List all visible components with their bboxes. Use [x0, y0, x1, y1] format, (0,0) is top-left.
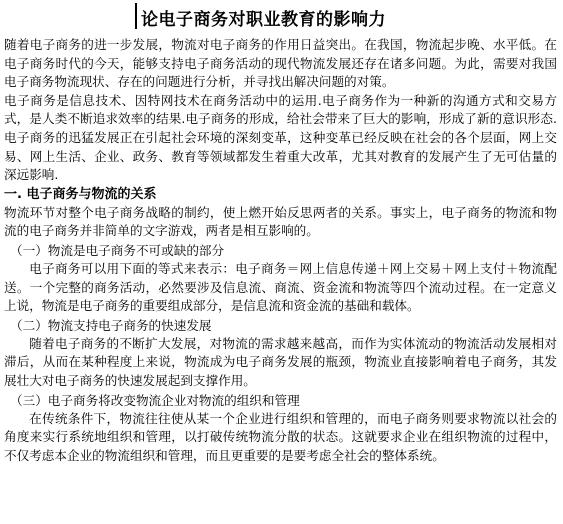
section-heading-1: 一. 电子商务与物流的关系	[4, 186, 157, 202]
subsection-paragraph-2: 随着电子商务的不断扩大发展，对物流的需求越来越高，而作为实体流动的物流活动发展相对滞后，从而在某种程度上来说，物流成为电子商务发展的瓶颈，物流业直接影响着电子商务，其发展壮大对电子商务的快速发展起到支撑作用。	[4, 335, 557, 388]
intro-paragraph-2: 电子商务是信息技术、因特网技术在商务活动中的运用.电子商务作为一种新的沟通方式和交易方式，是人类不断追求效率的结果.电子商务的形成，给社会带来了巨大的影响，形成了新的意识形态.电子商务的迅猛发展正在引起社会环境的深刻变革，这种变革已经反映在社会的各个层面，网上交易、网上生活、企业、政务、教育等领域都发生着重大改革，尤其对教育的发展产生了无可估量的深远影响.	[4, 92, 557, 183]
subsection-heading-2: （二）物流支持电子商务的快速发展	[10, 317, 212, 333]
subsection-paragraph-1: 电子商务可以用下面的等式来表示：电子商务＝网上信息传递＋网上交易＋网上支付＋物流配送。一个完整的商务活动，必然要涉及信息流、商流、资金流和物流等四个流动过程。在一定意义上说，物流是电子商务的重要组成部分，是信息流和资金流的基础和载体。	[4, 260, 557, 314]
section-intro-paragraph: 物流环节对整个电子商务战略的制约，使上燃开始反思两者的关系。事实上，电子商务的物流和物流的电子商务并非简单的文字游戏，两者是相互影响的。	[4, 204, 557, 239]
subsection-paragraph-3: 在传统条件下，物流往往使从某一个企业进行组织和管理的，而电子商务则要求物流以社会的角度来实行系统地组织和管理，以打破传统物流分散的状态。这就要求企业在组织物流的过程中，不仅考虑本企业的物流组织和管理，而且更重要的是要考虑全社会的整体系统。	[4, 410, 557, 463]
subsection-heading-1: （一）物流是电子商务不可或缺的部分	[10, 242, 225, 258]
document-title: 论电子商务对职业教育的影响力	[141, 10, 386, 30]
text-cursor	[135, 3, 137, 29]
subsection-heading-3: （三）电子商务将改变物流企业对物流的组织和管理	[10, 392, 300, 408]
title-row	[4, 0, 557, 36]
intro-paragraph-1: 随着电子商务的进一步发展，物流对电子商务的作用日益突出。在我国，物流起步晚、水平低。在电子商务时代的今天，能够支持电子商务活动的现代物流发展还存在诸多问题。为此，需要对我国电子商务物流现状、存在的问题进行分析，并寻找出解决问题的对策。	[4, 37, 557, 90]
